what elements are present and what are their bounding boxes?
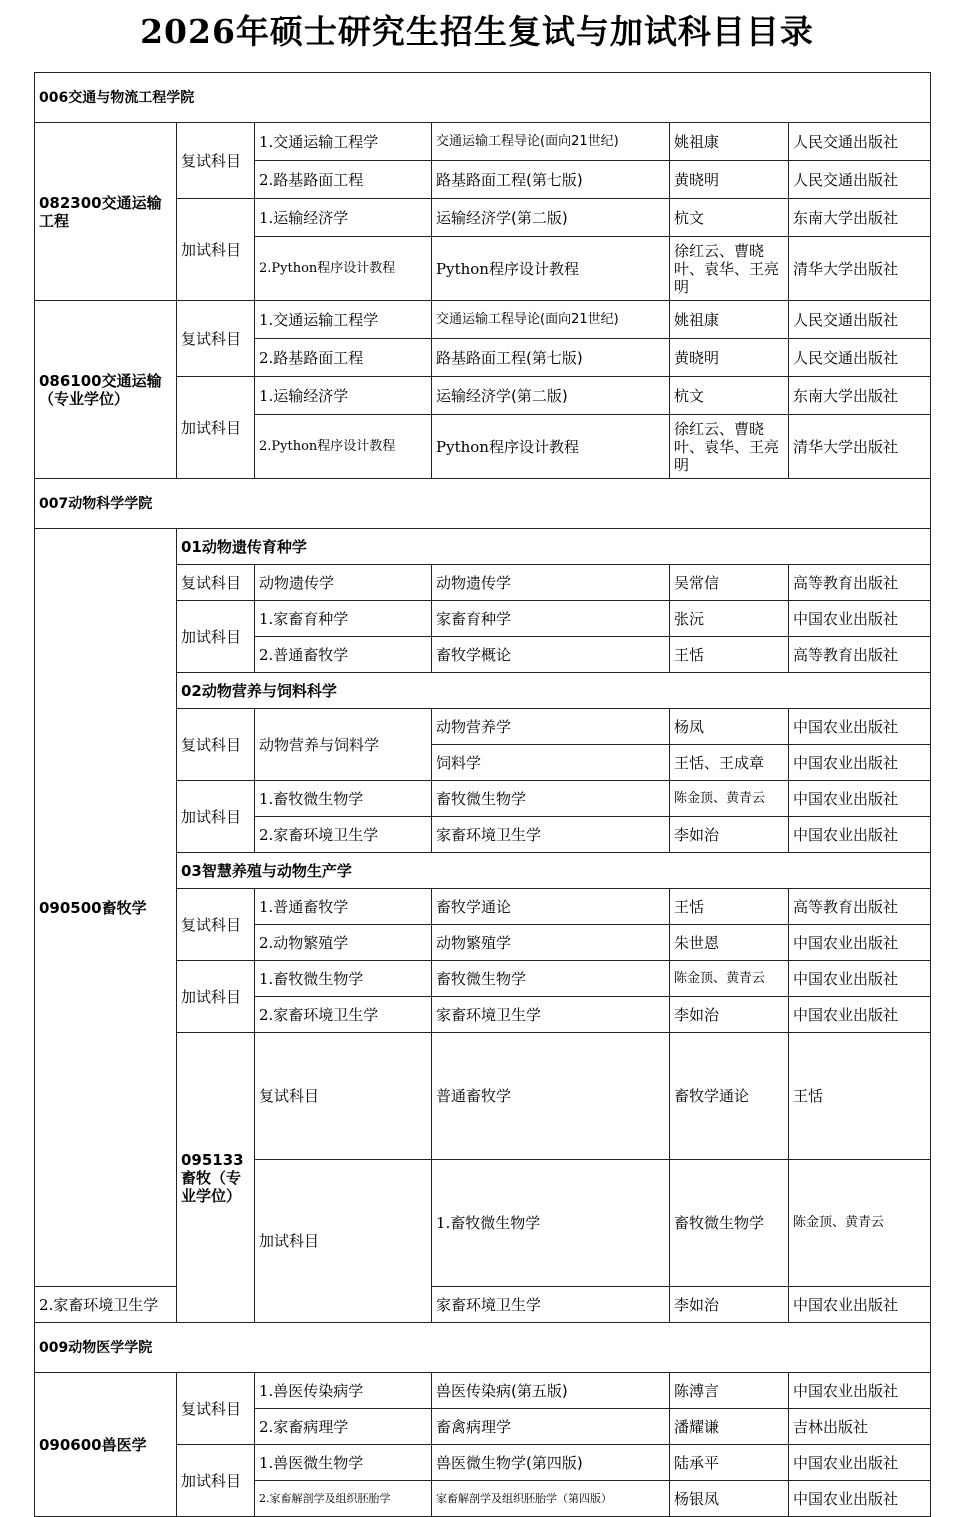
publisher-cell: 高等教育出版社 [789,637,931,673]
publisher-cell: 东南大学出版社 [789,377,931,415]
table-row [35,301,931,339]
publisher-cell: 高等教育出版社 [789,565,931,601]
publisher-cell: 人民交通出版社 [789,301,931,339]
college-006: 006交通与物流工程学院 [35,73,931,123]
book-cell: 兽医传染病(第五版) [432,1373,670,1409]
subject-cell: 1.畜牧微生物学 [432,1160,670,1287]
author-cell: 陈金顶、黄青云 [670,961,789,997]
publisher-cell: 中国农业出版社 [789,997,931,1033]
author-cell: 李如治 [670,1287,789,1323]
subject-cell: 动物遗传学 [255,565,432,601]
publisher-cell: 中国农业出版社 [789,1287,931,1323]
page-title: 2026年硕士研究生招生复试与加试科目目录 [140,12,814,51]
author-cell: 王恬 [789,1033,931,1160]
book-cell: 畜牧学通论 [670,1033,789,1160]
book-cell: 畜牧微生物学 [670,1160,789,1287]
publisher-cell: 中国农业出版社 [789,925,931,961]
author-cell: 杨银凤 [670,1481,789,1517]
book-cell: 畜牧学通论 [432,889,670,925]
author-cell: 朱世恩 [670,925,789,961]
author-cell: 张沅 [670,601,789,637]
book-cell: Python程序设计教程 [432,415,670,479]
major-095133: 095133畜牧（专业学位） [177,1033,255,1323]
book-cell: 家畜环境卫生学 [432,1287,670,1323]
author-cell: 黄晓明 [670,339,789,377]
publisher-cell: 清华大学出版社 [789,415,931,479]
publisher-cell: 中国农业出版社 [789,1445,931,1481]
subject-cell: 1.普通畜牧学 [255,889,432,925]
author-cell: 杭文 [670,377,789,415]
subject-cell: 1.运输经济学 [255,199,432,237]
college-row [35,479,931,529]
book-cell: 动物遗传学 [432,565,670,601]
book-cell: 运输经济学(第二版) [432,377,670,415]
publisher-cell: 中国农业出版社 [789,781,931,817]
book-cell: 交通运输工程导论(面向21世纪) [432,301,670,339]
label-jiashi: 加试科目 [177,601,255,673]
book-cell: 饲料学 [432,745,670,781]
subject-cell: 1.兽医微生物学 [255,1445,432,1481]
major-090600: 090600兽医学 [35,1373,177,1517]
subject-cell: 1.运输经济学 [255,377,432,415]
book-cell: 家畜环境卫生学 [432,817,670,853]
subject-cell: 2.家畜病理学 [255,1409,432,1445]
book-cell: 家畜环境卫生学 [432,997,670,1033]
author-cell: 陈金顶、黄青云 [670,781,789,817]
table-row [35,123,931,161]
college-009: 009动物医学学院 [35,1323,931,1373]
label-jiashi: 加试科目 [177,961,255,1033]
label-jiashi: 加试科目 [255,1160,432,1323]
book-cell: 运输经济学(第二版) [432,199,670,237]
author-cell: 王恬 [670,889,789,925]
major-086100: 086100交通运输（专业学位） [35,301,177,479]
book-cell: 路基路面工程(第七版) [432,161,670,199]
author-cell: 陆承平 [670,1445,789,1481]
publisher-cell: 中国农业出版社 [789,709,931,745]
subject-cell: 1.畜牧微生物学 [255,961,432,997]
author-cell: 李如治 [670,817,789,853]
book-cell: 家畜解剖学及组织胚胎学（第四版） [432,1481,670,1517]
publisher-cell: 中国农业出版社 [789,1373,931,1409]
subject-cell: 1.交通运输工程学 [255,301,432,339]
college-007: 007动物科学学院 [35,479,931,529]
label-fushi: 复试科目 [177,301,255,377]
subject-cell: 1.兽医传染病学 [255,1373,432,1409]
label-fushi: 复试科目 [177,123,255,199]
author-cell: 姚祖康 [670,301,789,339]
book-cell: 动物繁殖学 [432,925,670,961]
book-cell: 畜牧微生物学 [432,781,670,817]
book-cell: 畜牧学概论 [432,637,670,673]
subject-cell: 2.路基路面工程 [255,161,432,199]
direction-row [35,529,931,565]
subject-cell: 普通畜牧学 [432,1033,670,1160]
book-cell: 家畜育种学 [432,601,670,637]
publisher-cell: 中国农业出版社 [789,601,931,637]
author-cell: 杨凤 [670,709,789,745]
table-row [35,1373,931,1409]
publisher-cell: 高等教育出版社 [789,889,931,925]
publisher-cell: 中国农业出版社 [789,745,931,781]
author-cell: 王恬、王成章 [670,745,789,781]
author-cell: 黄晓明 [670,161,789,199]
label-fushi: 复试科目 [177,565,255,601]
book-cell: 兽医微生物学(第四版) [432,1445,670,1481]
publisher-cell: 东南大学出版社 [789,199,931,237]
publisher-cell: 清华大学出版社 [789,237,931,301]
college-row [35,73,931,123]
label-jiashi: 加试科目 [177,199,255,301]
subject-cell: 1.畜牧微生物学 [255,781,432,817]
book-cell: 路基路面工程(第七版) [432,339,670,377]
major-082300: 082300交通运输工程 [35,123,177,301]
author-cell: 陈溥言 [670,1373,789,1409]
label-jiashi: 加试科目 [177,1445,255,1517]
subject-cell: 2.路基路面工程 [255,339,432,377]
book-cell: 畜牧微生物学 [432,961,670,997]
publisher-cell: 人民交通出版社 [789,339,931,377]
book-cell: 动物营养学 [432,709,670,745]
major-090500: 090500畜牧学 [35,529,177,1287]
subject-cell: 2.家畜环境卫生学 [35,1287,177,1323]
catalog-table [34,72,931,1517]
subject-cell: 2.Python程序设计教程 [255,415,432,479]
author-cell: 吴常信 [670,565,789,601]
direction-01: 01动物遗传育种学 [177,529,931,565]
author-cell: 潘耀谦 [670,1409,789,1445]
subject-cell: 2.Python程序设计教程 [255,237,432,301]
subject-cell: 2.家畜解剖学及组织胚胎学 [255,1481,432,1517]
publisher-cell: 人民交通出版社 [789,161,931,199]
book-cell: 畜禽病理学 [432,1409,670,1445]
direction-02: 02动物营养与饲料科学 [177,673,931,709]
author-cell: 徐红云、曹晓叶、袁华、王亮明 [670,415,789,479]
subject-cell: 2.动物繁殖学 [255,925,432,961]
publisher-cell: 中国农业出版社 [789,1481,931,1517]
subject-cell: 动物营养与饲料学 [255,709,432,781]
author-cell: 陈金顶、黄青云 [789,1160,931,1287]
label-fushi: 复试科目 [177,889,255,961]
label-jiashi: 加试科目 [177,781,255,853]
table-row [35,1287,931,1323]
book-cell: 交通运输工程导论(面向21世纪) [432,123,670,161]
publisher-cell: 吉林出版社 [789,1409,931,1445]
label-jiashi: 加试科目 [177,377,255,479]
subject-cell: 1.交通运输工程学 [255,123,432,161]
author-cell: 徐红云、曹晓叶、袁华、王亮明 [670,237,789,301]
subject-cell: 2.普通畜牧学 [255,637,432,673]
author-cell: 杭文 [670,199,789,237]
label-fushi: 复试科目 [255,1033,432,1160]
publisher-cell: 中国农业出版社 [789,961,931,997]
subject-cell: 2.家畜环境卫生学 [255,997,432,1033]
label-fushi: 复试科目 [177,709,255,781]
label-fushi: 复试科目 [177,1373,255,1445]
book-cell: Python程序设计教程 [432,237,670,301]
subject-cell: 1.家畜育种学 [255,601,432,637]
author-cell: 姚祖康 [670,123,789,161]
author-cell: 李如治 [670,997,789,1033]
subject-cell: 2.家畜环境卫生学 [255,817,432,853]
direction-03: 03智慧养殖与动物生产学 [177,853,931,889]
college-row [35,1323,931,1373]
author-cell: 王恬 [670,637,789,673]
publisher-cell: 人民交通出版社 [789,123,931,161]
publisher-cell: 中国农业出版社 [789,817,931,853]
